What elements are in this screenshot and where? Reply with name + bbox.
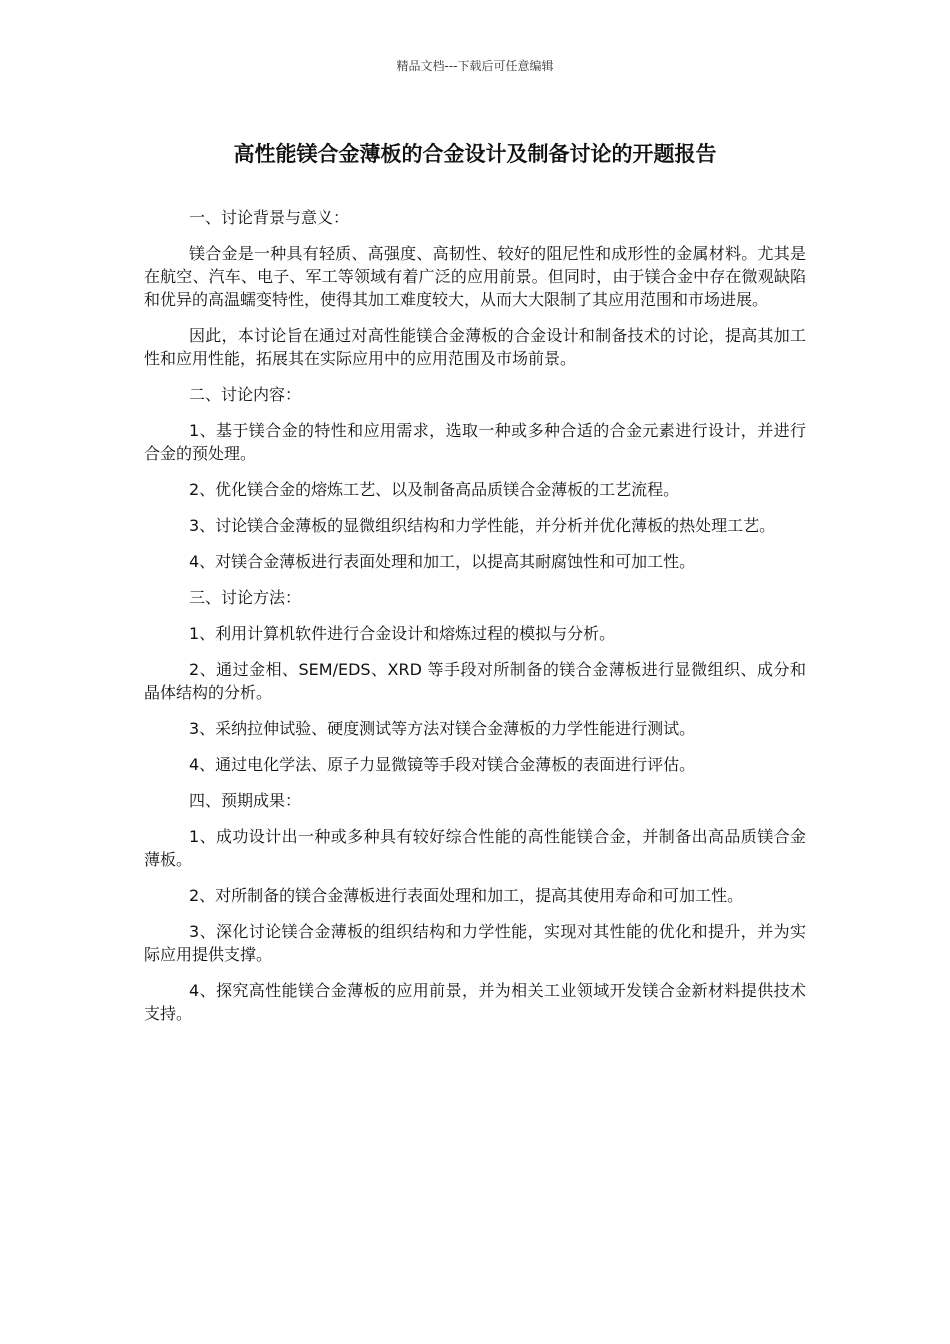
section-heading-background: 一、讨论背景与意义： — [189, 208, 350, 227]
outcome-item-4: 4、探究高性能镁合金薄板的应用前景，并为相关工业领域开发镁合金新材料提供技术支持。 — [144, 981, 806, 1023]
outcome-item-2: 2、对所制备的镁合金薄板进行表面处理和加工，提高其使用寿命和可加工性。 — [189, 886, 744, 905]
method-item-1: 1、利用计算机软件进行合金设计和熔炼过程的模拟与分析。 — [189, 624, 616, 643]
section-heading-methods: 三、讨论方法： — [189, 588, 302, 607]
content-item-2: 2、优化镁合金的熔炼工艺、以及制备高品质镁合金薄板的工艺流程。 — [189, 480, 680, 499]
method-item-2: 2、通过金相、SEM/EDS、XRD 等手段对所制备的镁合金薄板进行显微组织、成分和晶体结构的分析。 — [144, 660, 806, 702]
content-item-4: 4、对镁合金薄板进行表面处理和加工，以提高其耐腐蚀性和可加工性。 — [189, 552, 696, 571]
method-item-3: 3、采纳拉伸试验、硬度测试等方法对镁合金薄板的力学性能进行测试。 — [189, 719, 696, 738]
document-body — [144, 206, 806, 1038]
method-item-4: 4、通过电化学法、原子力显微镜等手段对镁合金薄板的表面进行评估。 — [189, 755, 696, 774]
header-note: 精品文档---下载后可任意编辑 — [396, 59, 554, 73]
section-heading-outcomes: 四、预期成果： — [189, 791, 302, 810]
content-item-1: 1、基于镁合金的特性和应用需求，选取一种或多种合适的合金元素进行设计，并进行合金的预处理。 — [144, 421, 806, 463]
paragraph-background-2: 因此，本讨论旨在通过对高性能镁合金薄板的合金设计和制备技术的讨论，提高其加工性和应用性能，拓展其在实际应用中的应用范围及市场前景。 — [144, 326, 806, 368]
section-heading-content: 二、讨论内容： — [189, 385, 302, 404]
content-item-3: 3、讨论镁合金薄板的显微组织结构和力学性能，并分析并优化薄板的热处理工艺。 — [189, 516, 776, 535]
outcome-item-1: 1、成功设计出一种或多种具有较好综合性能的高性能镁合金，并制备出高品质镁合金薄板。 — [144, 827, 806, 869]
paragraph-background-1: 镁合金是一种具有轻质、高强度、高韧性、较好的阻尼性和成形性的金属材料。尤其是在航空、汽车、电子、军工等领域有着广泛的应用前景。但同时，由于镁合金中存在微观缺陷和优异的高温蠕变特性，使得其加工难度较大，从而大大限制了其应用范围和市场进展。 — [144, 244, 806, 309]
outcome-item-3: 3、深化讨论镁合金薄板的组织结构和力学性能，实现对其性能的优化和提升，并为实际应用提供支撑。 — [144, 922, 806, 964]
document-title: 高性能镁合金薄板的合金设计及制备讨论的开题报告 — [233, 142, 717, 166]
